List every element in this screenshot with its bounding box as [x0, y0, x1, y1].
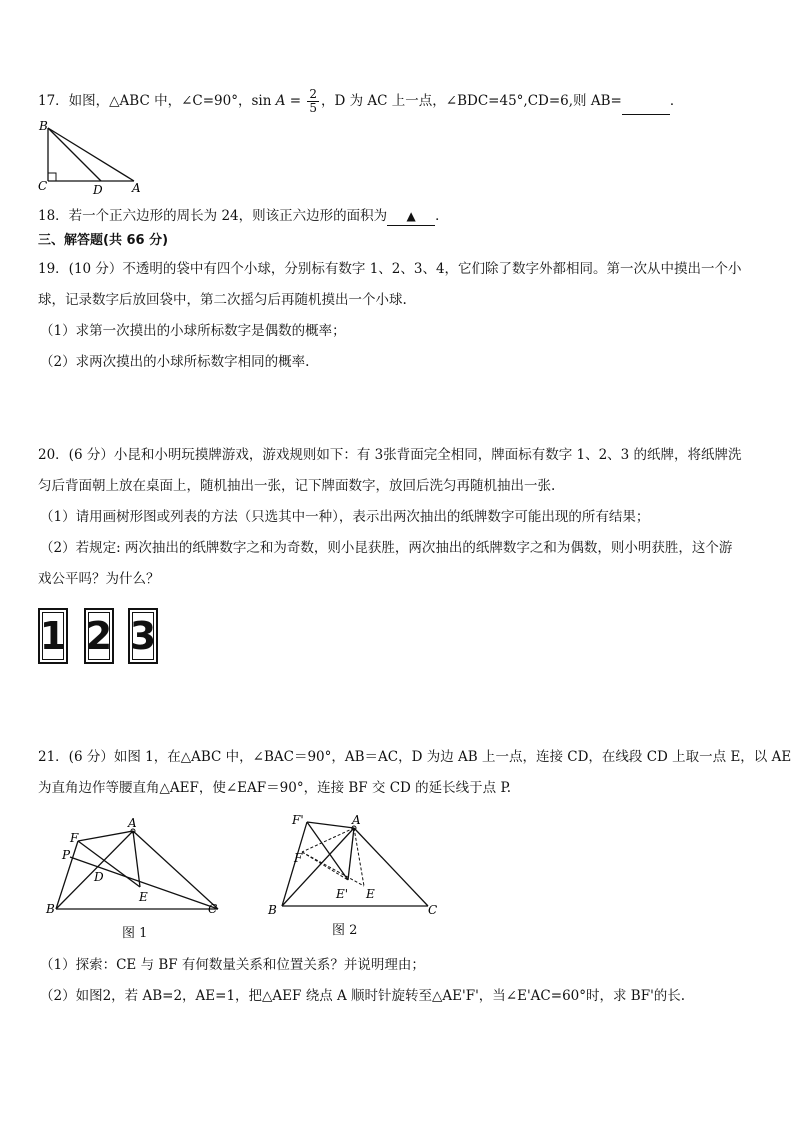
q18-stem: 18．若一个正六边形的周长为 24，则该正六边形的面积为 ▲ ．	[38, 208, 449, 224]
q19-line1: 19．(10 分）不透明的袋中有四个小球，分别标有数字 1、2、3、4，它们除了数字外都相同。第一次从中摸出一个小	[38, 261, 742, 277]
label-B: B	[39, 119, 48, 133]
q17-fraction: $\frac{2}{5}$	[309, 87, 318, 115]
q21-line2: 为直角边作等腰直角△AEF，使∠EAF＝90°，连接 BF 交 CD 的延长线于点 P.	[38, 780, 512, 796]
q20-sub1: （1）请用画树形图或列表的方法（只选其中一种），表示出两次抽出的纸牌数字可能出现的所有结果；	[40, 509, 650, 525]
fig2-label-E-prime: E'	[336, 887, 349, 901]
card-1: 1	[38, 608, 68, 664]
q17-figure	[36, 118, 148, 198]
label-D: D	[93, 183, 103, 197]
label-A: A	[132, 181, 141, 195]
fig2-caption: 图 2	[332, 923, 358, 938]
card-3: 3	[128, 608, 158, 664]
q19-line2: 球，记录数字后放回袋中，第二次摇匀后再随机摸出一个小球.	[38, 292, 407, 308]
fig1-label-C: C	[208, 902, 218, 916]
answer-blank-18[interactable]: ▲	[387, 207, 435, 226]
q19-sub1: （1）求第一次摸出的小球所标数字是偶数的概率；	[40, 323, 346, 339]
fig1-label-P: P	[62, 848, 71, 862]
fig2-label-F-prime: F'	[292, 813, 304, 827]
fig2-label-A: A	[352, 813, 361, 827]
fig2-label-E: E	[366, 887, 375, 901]
fig1-caption: 图 1	[122, 926, 148, 941]
answer-blank-17[interactable]	[622, 100, 670, 115]
fig2-label-C: C	[428, 903, 438, 917]
q21-sub2: （2）如图2，若 AB=2，AE=1，把△AEF 绕点 A 顺时针旋转至△AE'F'，当∠E'AC=60°时，求 BF'的长.	[40, 988, 686, 1004]
fig1-label-E: E	[139, 890, 148, 904]
section-heading: 三、解答题(共 66 分)	[38, 233, 169, 248]
q20-line2: 匀后背面朝上放在桌面上，随机抽出一张，记下牌面数字，放回后洗匀再随机抽出一张.	[38, 478, 556, 494]
q17-var: A	[275, 93, 286, 109]
label-C: C	[38, 179, 48, 193]
card-2: 2	[84, 608, 114, 664]
q20-line1: 20．(6 分）小昆和小明玩摸牌游戏，游戏规则如下：有 3张背面完全相同，牌面标有数字 1、2、3 的纸牌，将纸牌洗	[38, 447, 742, 463]
q21-figure-2	[264, 810, 454, 920]
q21-figure-1	[40, 815, 230, 925]
fig2-label-F: F	[294, 851, 303, 865]
fig1-label-B: B	[46, 902, 55, 916]
q19-sub2: （2）求两次摸出的小球所标数字相同的概率.	[40, 354, 310, 370]
q21-line1: 21．(6 分）如图 1，在△ABC 中，∠BAC＝90°，AB＝AC，D 为边 AB 上一点，连接 CD，在线段 CD 上取一点 E，以 AE	[38, 749, 792, 765]
fig2-label-B: B	[268, 903, 277, 917]
fig1-label-F: F	[70, 831, 79, 845]
q17-stem: 17．如图，△ABC 中，∠C=90°，sin A = $\frac{2}{5}$ ，D 为 AC 上一点，∠BDC=45°,CD=6,则 AB= ．	[38, 87, 684, 115]
fig1-label-A: A	[128, 816, 137, 830]
fig1-label-D: D	[94, 870, 104, 884]
q20-sub2b: 戏公平吗？为什么？	[38, 571, 160, 587]
q20-sub2a: （2）若规定: 两次抽出的纸牌数字之和为奇数，则小昆获胜，两次抽出的纸牌数字之和为偶数，则小明获胜，这个游	[40, 540, 733, 556]
q21-sub1: （1）探索：CE 与 BF 有何数量关系和位置关系？并说明理由；	[40, 957, 425, 973]
